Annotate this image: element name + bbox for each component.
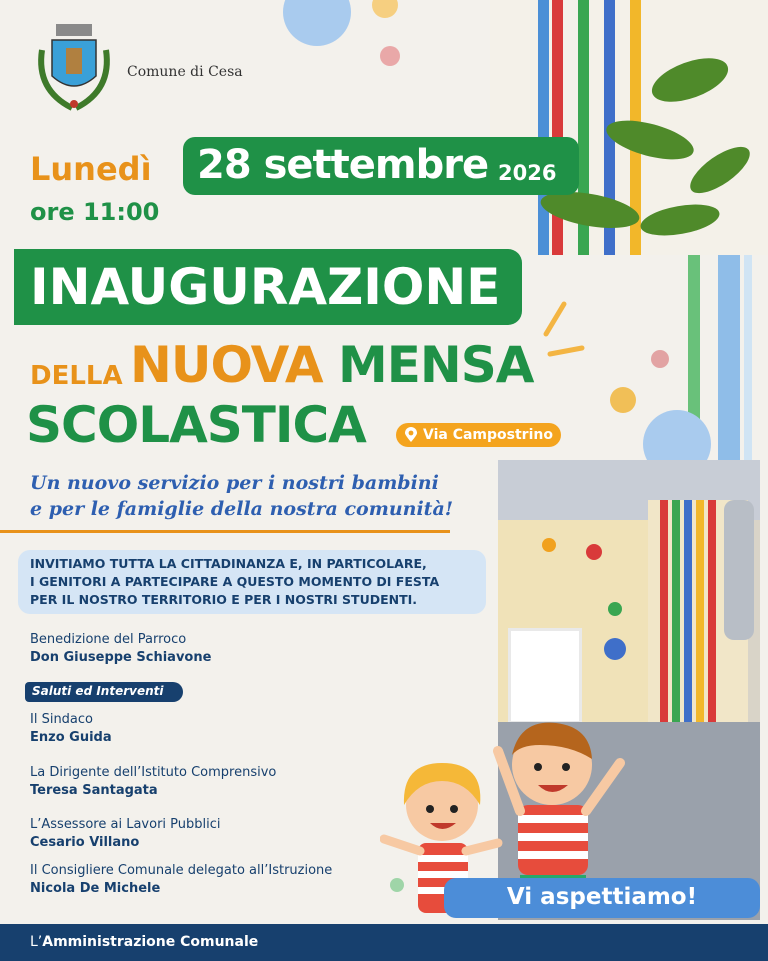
event-year: 2026	[498, 161, 557, 185]
subtitle-mensa: MENSA	[338, 336, 534, 394]
decor-dot	[651, 350, 669, 368]
event-title: INAUGURAZIONE	[30, 258, 501, 316]
coat-of-arms-icon	[32, 20, 116, 112]
speaker-role: La Dirigente dell’Istituto Comprensivo	[30, 765, 277, 780]
decor-dot	[380, 46, 400, 66]
footer-bold: Amministrazione Comunale	[42, 934, 259, 950]
plant-icon	[530, 20, 760, 250]
wall-dot	[542, 538, 556, 552]
top-right-photo	[490, 0, 768, 255]
subtitle-nuova: NUOVA	[130, 336, 323, 394]
decor-dot	[610, 387, 636, 413]
event-time: ore 11:00	[30, 198, 160, 226]
tagline-underline	[0, 530, 450, 533]
blessing-name: Don Giuseppe Schiavone	[30, 650, 212, 665]
tagline-line2: e per le famiglie della nostra comunità!	[30, 498, 454, 520]
footer	[0, 924, 768, 961]
subtitle-scolastica: SCOLASTICA	[26, 396, 366, 454]
speaker-name: Nicola De Michele	[30, 881, 161, 896]
tagline-line1: Un nuovo servizio per i nostri bambini	[30, 472, 439, 494]
speaker-name: Enzo Guida	[30, 730, 112, 745]
event-location: Via Campostrino	[423, 427, 553, 443]
sparkle-icon	[538, 298, 588, 360]
section-label: Saluti ed Interventi	[32, 684, 164, 698]
wall-dot	[604, 638, 626, 660]
footer-text	[30, 934, 258, 950]
decor-dot	[283, 0, 351, 46]
speaker-role: Il Sindaco	[30, 712, 94, 727]
duct	[724, 500, 754, 640]
invite-line1: INVITIAMO TUTTA LA CITTADINANZA E, IN PARTICOLARE,	[30, 556, 427, 571]
location-pin-icon	[404, 427, 418, 443]
wall-dot	[608, 602, 622, 616]
cta-label: Vi aspettiamo!	[506, 884, 698, 910]
subtitle-della: DELLA	[30, 361, 123, 391]
speaker-name: Teresa Santagata	[30, 783, 158, 798]
speaker-role: Il Consigliere Comunale delegato all’Istruzione	[30, 863, 333, 878]
invite-line2: I GENITORI A PARTECIPARE A QUESTO MOMENTO DI FESTA	[30, 574, 440, 589]
decor-dot	[372, 0, 398, 18]
wall-dot	[586, 544, 602, 560]
stripe-blue	[718, 255, 740, 460]
stripe-lightblue	[744, 255, 752, 460]
invite-line3: PER IL NOSTRO TERRITORIO E PER I NOSTRI STUDENTI.	[30, 592, 418, 607]
event-date: 28 settembre	[197, 142, 489, 188]
speaker-role: L’Assessore ai Lavori Pubblici	[30, 817, 221, 832]
event-weekday: Lunedì	[30, 150, 152, 188]
speaker-name: Cesario Villano	[30, 835, 140, 850]
municipality-name: Comune di Cesa	[127, 64, 243, 80]
window	[508, 628, 582, 724]
blessing-role: Benedizione del Parroco	[30, 632, 187, 647]
footer-prefix: L’	[30, 934, 43, 950]
